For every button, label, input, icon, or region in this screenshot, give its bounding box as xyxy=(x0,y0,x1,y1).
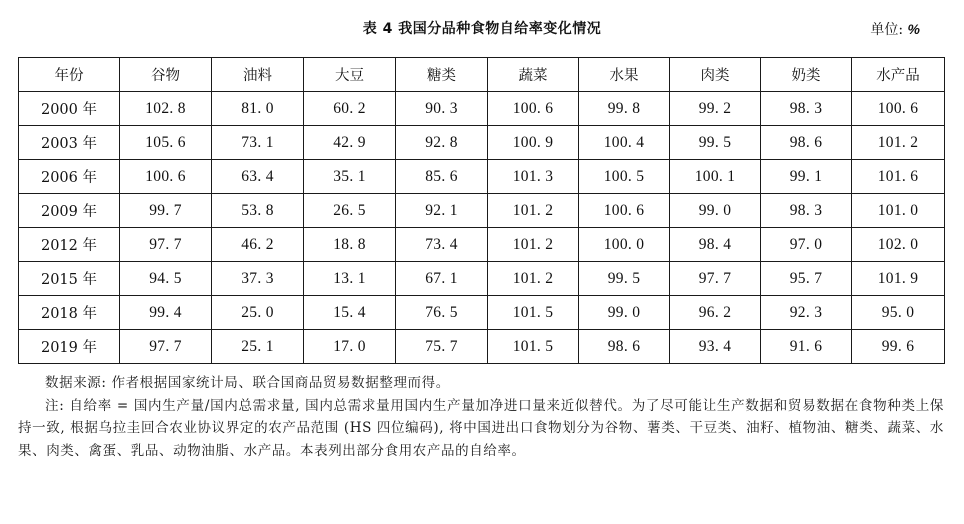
column-header: 水产品 xyxy=(852,58,945,92)
value-cell: 100. 1 xyxy=(670,160,761,194)
data-source-note: 数据来源: 作者根据国家统计局、联合国商品贸易数据整理而得。 xyxy=(45,375,450,391)
value-cell: 94. 5 xyxy=(120,262,212,296)
value-cell: 101. 5 xyxy=(488,296,579,330)
column-header: 谷物 xyxy=(120,58,212,92)
value-cell: 25. 0 xyxy=(212,296,304,330)
value-cell: 67. 1 xyxy=(396,262,488,296)
year-cell: 2006 年 xyxy=(19,160,120,194)
table-notes xyxy=(18,372,944,462)
value-cell: 63. 4 xyxy=(212,160,304,194)
table-row xyxy=(19,296,945,330)
value-cell: 101. 2 xyxy=(488,262,579,296)
value-cell: 101. 2 xyxy=(488,228,579,262)
value-cell: 73. 1 xyxy=(212,126,304,160)
value-cell: 76. 5 xyxy=(396,296,488,330)
value-cell: 13. 1 xyxy=(304,262,396,296)
self-sufficiency-table xyxy=(18,57,945,364)
year-cell: 2019 年 xyxy=(19,330,120,364)
value-cell: 97. 0 xyxy=(761,228,852,262)
value-cell: 99. 0 xyxy=(579,296,670,330)
value-cell: 100. 6 xyxy=(488,92,579,126)
value-cell: 102. 8 xyxy=(120,92,212,126)
value-cell: 18. 8 xyxy=(304,228,396,262)
table-row xyxy=(19,160,945,194)
value-cell: 93. 4 xyxy=(670,330,761,364)
value-cell: 53. 8 xyxy=(212,194,304,228)
column-header: 年份 xyxy=(19,58,120,92)
value-cell: 100. 6 xyxy=(852,92,945,126)
value-cell: 101. 9 xyxy=(852,262,945,296)
value-cell: 97. 7 xyxy=(120,228,212,262)
value-cell: 15. 4 xyxy=(304,296,396,330)
column-header: 水果 xyxy=(579,58,670,92)
value-cell: 37. 3 xyxy=(212,262,304,296)
value-cell: 98. 6 xyxy=(579,330,670,364)
value-cell: 102. 0 xyxy=(852,228,945,262)
column-header: 肉类 xyxy=(670,58,761,92)
year-cell: 2000 年 xyxy=(19,92,120,126)
value-cell: 25. 1 xyxy=(212,330,304,364)
value-cell: 42. 9 xyxy=(304,126,396,160)
value-cell: 97. 7 xyxy=(670,262,761,296)
value-cell: 95. 0 xyxy=(852,296,945,330)
value-cell: 100. 4 xyxy=(579,126,670,160)
value-cell: 101. 5 xyxy=(488,330,579,364)
value-cell: 100. 9 xyxy=(488,126,579,160)
value-cell: 99. 5 xyxy=(670,126,761,160)
value-cell: 91. 6 xyxy=(761,330,852,364)
value-cell: 92. 8 xyxy=(396,126,488,160)
column-header: 蔬菜 xyxy=(488,58,579,92)
value-cell: 98. 4 xyxy=(670,228,761,262)
value-cell: 85. 6 xyxy=(396,160,488,194)
year-cell: 2015 年 xyxy=(19,262,120,296)
table-row xyxy=(19,228,945,262)
value-cell: 73. 4 xyxy=(396,228,488,262)
table-row xyxy=(19,194,945,228)
table-row xyxy=(19,92,945,126)
table-body xyxy=(19,92,945,364)
unit-label: 单位: xyxy=(870,22,908,38)
column-header: 大豆 xyxy=(304,58,396,92)
value-cell: 35. 1 xyxy=(304,160,396,194)
value-cell: 46. 2 xyxy=(212,228,304,262)
table-row xyxy=(19,126,945,160)
value-cell: 100. 6 xyxy=(579,194,670,228)
value-cell: 99. 2 xyxy=(670,92,761,126)
value-cell: 92. 3 xyxy=(761,296,852,330)
table-header-row xyxy=(19,58,945,92)
value-cell: 99. 0 xyxy=(670,194,761,228)
value-cell: 99. 8 xyxy=(579,92,670,126)
table-row xyxy=(19,330,945,364)
value-cell: 90. 3 xyxy=(396,92,488,126)
value-cell: 98. 3 xyxy=(761,92,852,126)
value-cell: 100. 6 xyxy=(120,160,212,194)
value-cell: 100. 0 xyxy=(579,228,670,262)
value-cell: 99. 6 xyxy=(852,330,945,364)
value-cell: 17. 0 xyxy=(304,330,396,364)
value-cell: 98. 3 xyxy=(761,194,852,228)
value-cell: 101. 0 xyxy=(852,194,945,228)
value-cell: 99. 5 xyxy=(579,262,670,296)
year-cell: 2018 年 xyxy=(19,296,120,330)
value-cell: 97. 7 xyxy=(120,330,212,364)
value-cell: 99. 4 xyxy=(120,296,212,330)
title-row xyxy=(0,16,964,42)
value-cell: 60. 2 xyxy=(304,92,396,126)
value-cell: 95. 7 xyxy=(761,262,852,296)
value-cell: 92. 1 xyxy=(396,194,488,228)
value-cell: 100. 5 xyxy=(579,160,670,194)
table-row xyxy=(19,262,945,296)
table-title: 表 4 我国分品种食物自给率变化情况 xyxy=(362,21,602,37)
unit-note xyxy=(870,16,920,43)
year-cell: 2009 年 xyxy=(19,194,120,228)
value-cell: 96. 2 xyxy=(670,296,761,330)
value-cell: 101. 2 xyxy=(488,194,579,228)
value-cell: 98. 6 xyxy=(761,126,852,160)
column-header: 糖类 xyxy=(396,58,488,92)
value-cell: 105. 6 xyxy=(120,126,212,160)
year-cell: 2012 年 xyxy=(19,228,120,262)
value-cell: 81. 0 xyxy=(212,92,304,126)
value-cell: 99. 7 xyxy=(120,194,212,228)
definition-note: 注: 自给率 = 国内生产量/国内总需求量, 国内总需求量用国内生产量加净进口量来近似替代。为了尽可能让生产数据和贸易数据在食物种类上保持一致, 根据乌拉圭回合农业协议界定的农产品范围 (HS 四位编码), 将中国进出口食物划分为谷物、薯类、干豆类、油籽、植物油、糖类、蔬菜、水果、肉类、禽蛋、乳品、动物油脂、水产品。本表列出部分食用农产品的自给率。 xyxy=(18,397,944,459)
value-cell: 99. 1 xyxy=(761,160,852,194)
column-header: 油料 xyxy=(212,58,304,92)
value-cell: 75. 7 xyxy=(396,330,488,364)
unit-symbol: % xyxy=(907,21,920,37)
year-cell: 2003 年 xyxy=(19,126,120,160)
value-cell: 101. 2 xyxy=(852,126,945,160)
value-cell: 26. 5 xyxy=(304,194,396,228)
column-header: 奶类 xyxy=(761,58,852,92)
value-cell: 101. 6 xyxy=(852,160,945,194)
value-cell: 101. 3 xyxy=(488,160,579,194)
